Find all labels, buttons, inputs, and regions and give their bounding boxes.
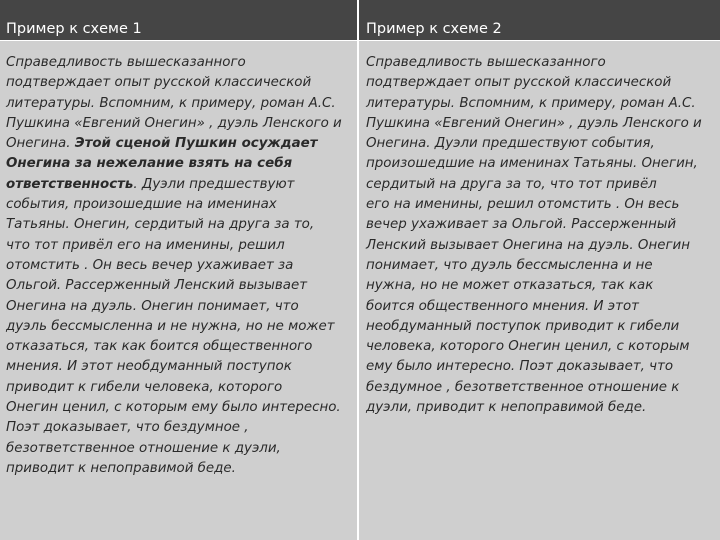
text-line: [6, 418, 351, 438]
text-line: [6, 114, 351, 134]
text-segment: подтверждает опыт русской классической: [6, 75, 312, 91]
text-line: понимает, что дуэль бессмысленна и не: [366, 257, 653, 273]
text-segment: события, произошедшие на именинах: [6, 197, 277, 213]
bold-text-segment: ответственность: [6, 176, 134, 192]
text-line: [6, 317, 351, 337]
text-line: произошедшие на именинах Татьяны. Онегин,: [366, 156, 698, 172]
text-line: [6, 215, 351, 235]
header-scheme-1: Пример к схеме 1: [0, 0, 357, 40]
bold-text-segment: Этой сценой Пушкин осуждает: [74, 136, 318, 152]
text-line: его на именины, решил отомстить . Он весь: [366, 197, 680, 213]
text-line: нужна, но не может отказаться, так как: [366, 278, 654, 294]
text-segment: дуэль бессмысленна и не нужна, но не может: [6, 318, 335, 334]
example-1-text: [0, 40, 357, 540]
text-line: необдуманный поступок приводит к гибели: [366, 318, 680, 334]
text-segment: отомстить . Он весь вечер ухаживает за: [6, 257, 294, 273]
text-line: [6, 398, 351, 418]
text-segment: Татьяны. Онегин, сердитый на друга за то,: [6, 217, 315, 233]
bold-text-segment: Онегина за нежелание взять на себя: [6, 156, 293, 172]
text-segment: приводит к гибели человека, которого: [6, 379, 283, 395]
text-line: подтверждает опыт русской классической: [366, 75, 672, 91]
text-line: сердитый на друга за то, что тот привёл: [366, 176, 657, 192]
text-line: Ленский вызывает Онегина на дуэль. Онегин: [366, 237, 690, 253]
text-line: человека, которого Онегин ценил, с которым: [366, 339, 690, 355]
text-line: [6, 175, 351, 195]
text-line: [6, 297, 351, 317]
text-line: Пушкина «Евгений Онегин» , дуэль Ленского и: [366, 115, 702, 131]
text-segment: Пушкина «Евгений Онегин» , дуэль Ленского и: [6, 115, 342, 131]
text-line: [6, 357, 351, 377]
text-segment: что тот привёл его на именины, решил: [6, 237, 285, 253]
text-line: [6, 459, 351, 479]
text-line: дуэли, приводит к непоправимой беде.: [366, 400, 647, 416]
header-scheme-2: Пример к схеме 2: [357, 0, 720, 40]
text-segment: . Дуэли предшествуют: [133, 176, 295, 192]
text-line: [6, 134, 351, 154]
text-line: [6, 276, 351, 296]
text-line: литературы. Вспомним, к примеру, роман А.С.: [366, 95, 696, 111]
text-segment: Справедливость вышесказанного: [6, 55, 246, 70]
text-segment: безответственное отношение к дуэли,: [6, 440, 281, 456]
text-line: [6, 53, 351, 73]
text-line: [6, 256, 351, 276]
text-line: [6, 236, 351, 256]
text-segment: Ольгой. Рассерженный Ленский вызывает: [6, 278, 307, 294]
text-segment: отказаться, так как боится общественного: [6, 339, 313, 355]
text-line: боится общественного мнения. И этот: [366, 298, 639, 314]
text-line: [6, 73, 351, 93]
text-line: вечер ухаживает за Ольгой. Рассерженный: [366, 217, 677, 233]
text-segment: приводит к непоправимой беде.: [6, 460, 236, 476]
text-line: [6, 378, 351, 398]
example-2-text: [357, 40, 720, 540]
text-line: [6, 195, 351, 215]
text-line: бездумное , безответственное отношение к: [366, 379, 680, 395]
text-line: Справедливость вышесказанного: [366, 55, 606, 70]
text-line: [6, 154, 351, 174]
text-line: [6, 439, 351, 459]
text-segment: Онегина на дуэль. Онегин понимает, что: [6, 298, 299, 314]
text-line: Онегина. Дуэли предшествуют события,: [366, 136, 655, 152]
text-segment: Онегина.: [6, 136, 75, 152]
text-segment: Онегин ценил, с которым ему было интересно.: [6, 400, 341, 416]
text-segment: Поэт доказывает, что бездумное ,: [6, 420, 249, 436]
text-line: [6, 337, 351, 357]
text-segment: мнения. И этот необдуманный поступок: [6, 359, 292, 375]
text-segment: литературы. Вспомним, к примеру, роман А.С.: [6, 95, 336, 111]
text-line: [6, 94, 351, 114]
text-line: ему было интересно. Поэт доказывает, что: [366, 359, 674, 375]
